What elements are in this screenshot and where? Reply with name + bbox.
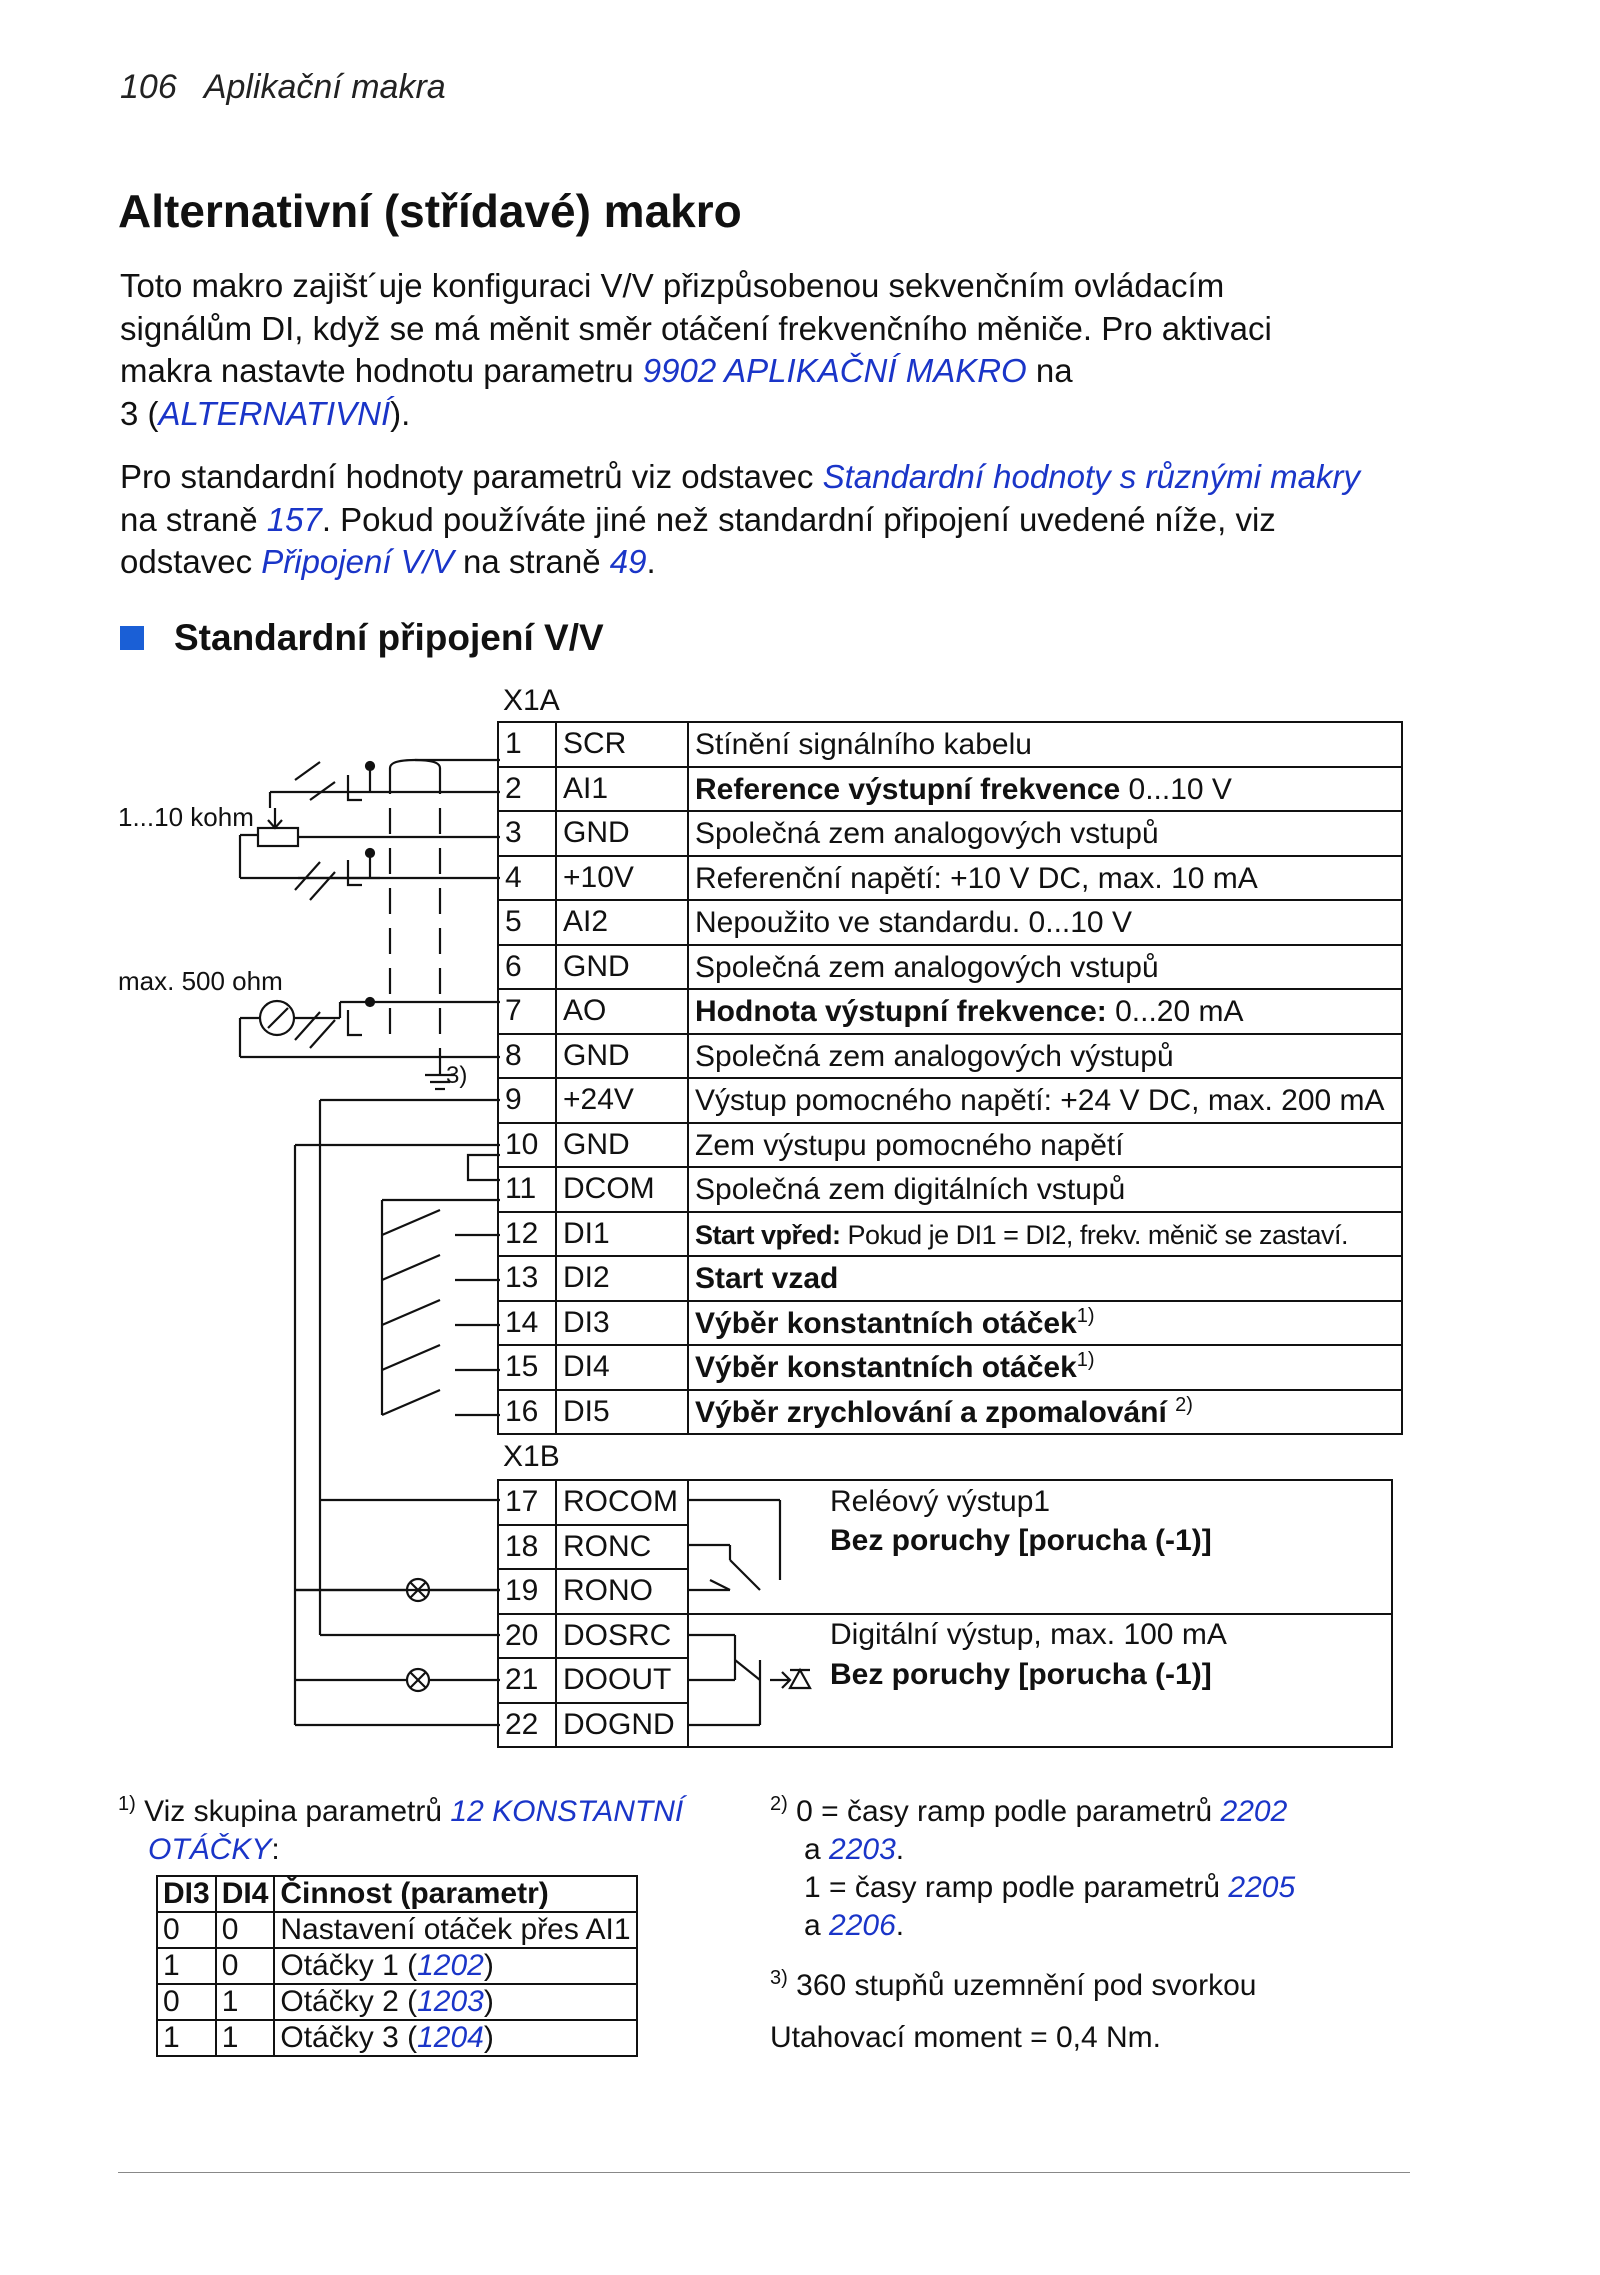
description-text: Nepoužito ve standardu. 0...10 V [695, 906, 1132, 940]
para-text: na straně [120, 500, 267, 538]
intro-line: Toto makro zajišt´uje konfiguraci V/V přizpůsobenou sekvenčním ovládacím [120, 267, 1225, 304]
para-text: . [646, 543, 656, 580]
description-footnote-mark: 1) [1076, 1304, 1095, 1327]
param-link[interactable]: 1202 [417, 1949, 484, 1982]
terminal-row [498, 1390, 1402, 1435]
terminal-number: 9 [498, 1078, 556, 1123]
terminal-number: 6 [498, 945, 556, 990]
description-text: Společná zem analogových výstupů [695, 1039, 1174, 1073]
default-values-link[interactable]: Standardní hodnoty s různými makry [822, 458, 1360, 495]
footer-rule [118, 2172, 1410, 2173]
potentiometer-label: 1...10 kohm [118, 802, 254, 832]
terminal-name: RONC [556, 1525, 688, 1570]
table-row [157, 2020, 637, 2056]
param-2206-link[interactable]: 2206 [829, 1909, 896, 1942]
terminal-number: 13 [498, 1256, 556, 1301]
description-text: Společná zem analogových vstupů [695, 950, 1159, 984]
terminal-name: DI5 [556, 1390, 688, 1435]
description-bold: Start vzad [695, 1262, 839, 1296]
terminal-description [688, 1167, 1402, 1212]
footnote-text: 1 = časy ramp podle parametrů [804, 1871, 1229, 1904]
table-cell: 1 [157, 2020, 216, 2056]
description-text: Zem výstupu pomocného napětí [695, 1128, 1124, 1162]
terminal-description [688, 1212, 1402, 1257]
page-number: 106 [120, 68, 177, 106]
table-cell: 1 [216, 2020, 275, 2056]
meter-label: max. 500 ohm [118, 966, 283, 996]
table-cell: 0 [216, 1912, 275, 1948]
terminal-number: 12 [498, 1212, 556, 1257]
terminal-name: +10V [556, 856, 688, 901]
table-row [157, 1984, 637, 2020]
terminal-number: 18 [498, 1525, 556, 1570]
footnote-text: . [895, 1909, 905, 1942]
terminal-description [688, 811, 1402, 856]
footnote-2 [770, 1785, 1410, 2057]
terminal-row [498, 1123, 1402, 1168]
terminal-row [498, 811, 1402, 856]
para-text: Pro standardní hodnoty parametrů viz odstavec [120, 458, 823, 495]
terminal-name: RONO [556, 1569, 688, 1614]
terminal-row [498, 989, 1402, 1034]
param-2205-link[interactable]: 2205 [1228, 1871, 1296, 1904]
terminal-number: 20 [498, 1614, 556, 1659]
param-link[interactable]: 1203 [417, 1985, 484, 2018]
terminal-row [498, 945, 1402, 990]
terminal-number: 17 [498, 1480, 556, 1525]
table-row [157, 1948, 637, 1984]
description-bold: Výběr konstantních otáček [695, 1306, 1077, 1340]
table-cell [274, 1948, 636, 1984]
page-title: Alternativní (střídavé) makro [118, 185, 742, 237]
terminal-name: DI2 [556, 1256, 688, 1301]
description-bold: Výběr zrychlování a zpomalování [695, 1395, 1176, 1429]
terminal-number: 8 [498, 1034, 556, 1079]
terminal-name: GND [556, 811, 688, 856]
constant-speed-table [156, 1875, 638, 2057]
terminal-number: 11 [498, 1167, 556, 1212]
terminal-description [688, 722, 1402, 767]
terminal-name: DI1 [556, 1212, 688, 1257]
terminal-number: 19 [498, 1569, 556, 1614]
cell-text: ) [483, 1985, 494, 2018]
digital-output-title: Digitální výstup, max. 100 mA [830, 1618, 1227, 1651]
terminal-row [498, 1212, 1402, 1257]
digital-output-cell [688, 1614, 1392, 1748]
terminal-description [688, 1390, 1402, 1435]
terminal-name: ROCOM [556, 1480, 688, 1525]
cell-text: ) [483, 2021, 494, 2054]
description-bold: Výběr konstantních otáček [695, 1351, 1077, 1385]
terminal-number: 2 [498, 767, 556, 812]
x1b-table-grid [497, 1479, 1393, 1748]
relay-output-cell [688, 1480, 1392, 1614]
terminal-name: AI1 [556, 767, 688, 812]
description-text: 0...20 mA [1106, 995, 1244, 1029]
footnote-text: 0 = časy ramp podle parametrů [787, 1795, 1221, 1828]
footnote-text: . [895, 1833, 905, 1866]
footnote-mark: 2) [770, 1793, 788, 1815]
terminal-row [498, 1480, 1392, 1525]
table-header: DI3 [157, 1876, 216, 1912]
terminal-number: 15 [498, 1345, 556, 1390]
terminal-row [498, 1078, 1402, 1123]
terminal-name: DI4 [556, 1345, 688, 1390]
terminal-name: GND [556, 1034, 688, 1079]
footnote-mark: 3) [770, 1967, 788, 1989]
relay-output-fault: Bez poruchy [porucha (-1)] [830, 1524, 1212, 1557]
terminal-number: 7 [498, 989, 556, 1034]
terminal-description [688, 989, 1402, 1034]
terminal-row [498, 1345, 1402, 1390]
description-footnote-mark: 1) [1076, 1349, 1095, 1372]
terminal-row [498, 722, 1402, 767]
footnote-mark: 1) [118, 1793, 136, 1815]
terminal-name: SCR [556, 722, 688, 767]
x1b-terminal-table [497, 1479, 1393, 1748]
param-9902-link[interactable]: 9902 APLIKAČNÍ MAKRO [642, 352, 1027, 389]
table-cell: 0 [157, 1984, 216, 2020]
terminal-number: 5 [498, 900, 556, 945]
constant-speed-group-link[interactable]: 12 KONSTANTNÍ [450, 1795, 684, 1828]
description-bold: Start vpřed: [695, 1219, 841, 1250]
intro-text: 3 ( [120, 394, 159, 432]
terminal-description [688, 1123, 1402, 1168]
table-row [157, 1912, 637, 1948]
table-cell [274, 1912, 636, 1948]
terminal-name: +24V [556, 1078, 688, 1123]
terminal-name: GND [556, 1123, 688, 1168]
torque-note: Utahovací moment = 0,4 Nm. [770, 2021, 1161, 2054]
terminal-row [498, 856, 1402, 901]
cell-text: Otáčky 3 ( [280, 2021, 418, 2054]
terminal-name: DOSRC [556, 1614, 688, 1659]
table-cell: 0 [216, 1948, 275, 1984]
para-text: na straně [453, 543, 610, 580]
terminal-description [688, 1078, 1402, 1123]
terminal-number: 1 [498, 722, 556, 767]
terminal-name: AI2 [556, 900, 688, 945]
description-bold: Hodnota výstupní frekvence: [695, 995, 1107, 1029]
footnote-3 [770, 1959, 1410, 2005]
table-header: Činnost (parametr) [274, 1876, 636, 1912]
terminal-row [498, 900, 1402, 945]
digital-output-fault: Bez poruchy [porucha (-1)] [830, 1658, 1212, 1691]
footnote-text: a [804, 1909, 830, 1942]
terminal-number: 22 [498, 1703, 556, 1748]
description-text: Společná zem analogových vstupů [695, 817, 1159, 851]
para-text: . Pokud používáte jiné než standardní připojení uvedené níže, viz [321, 500, 1276, 538]
param-link[interactable]: 1204 [417, 2021, 484, 2054]
terminal-row [498, 1614, 1392, 1659]
terminal-description [688, 767, 1402, 812]
terminal-name: AO [556, 989, 688, 1034]
terminal-description [688, 900, 1402, 945]
footnote-text: 360 stupňů uzemnění pod svorkou [787, 1969, 1257, 2002]
terminal-number: 14 [498, 1301, 556, 1346]
intro-line: signálům DI, když se má měnit směr otáčení frekvenčního měniče. Pro aktivaci [120, 309, 1272, 347]
terminal-row [498, 1167, 1402, 1212]
cell-text: Otáčky 1 ( [280, 1949, 418, 1982]
para-text: odstavec [120, 543, 262, 580]
x1b-label: X1B [503, 1440, 560, 1473]
description-text: Referenční napětí: +10 V DC, max. 10 mA [695, 861, 1258, 895]
terminal-name: GND [556, 945, 688, 990]
terminal-description [688, 945, 1402, 990]
terminal-name: DI3 [556, 1301, 688, 1346]
terminal-description [688, 856, 1402, 901]
description-text: Výstup pomocného napětí: +24 V DC, max. 200 mA [695, 1084, 1385, 1118]
terminal-description [688, 1301, 1402, 1346]
table-header: DI4 [216, 1876, 275, 1912]
description-text: Pokud je DI1 = DI2, frekv. měnič se zastaví. [840, 1219, 1349, 1250]
section-title: Aplikační makra [203, 68, 446, 106]
terminal-number: 16 [498, 1390, 556, 1435]
description-text: Společná zem digitálních vstupů [695, 1173, 1126, 1207]
description-text: 0...10 V [1120, 772, 1232, 806]
table-header-row [157, 1876, 637, 1912]
table-cell: 0 [157, 1912, 216, 1948]
terminal-row [498, 767, 1402, 812]
alternativni-link[interactable]: ALTERNATIVNÍ [158, 394, 391, 432]
cell-text: ) [483, 1949, 494, 1982]
terminal-name: DCOM [556, 1167, 688, 1212]
param-2203-link[interactable]: 2203 [829, 1833, 896, 1866]
intro-text: ). [390, 394, 411, 432]
terminal-number: 21 [498, 1658, 556, 1703]
x1a-label: X1A [503, 684, 560, 717]
terminal-row [498, 1256, 1402, 1301]
table-cell [274, 2020, 636, 2056]
x1a-table-grid [497, 721, 1403, 1435]
table-cell [274, 1984, 636, 2020]
terminal-description [688, 1256, 1402, 1301]
footnote-text: : [271, 1833, 280, 1866]
description-text: Stínění signálního kabelu [695, 728, 1032, 762]
terminal-number: 4 [498, 856, 556, 901]
terminal-description [688, 1034, 1402, 1079]
constant-speed-group-link-cont[interactable]: OTÁČKY [148, 1833, 272, 1866]
terminal-name: DOGND [556, 1703, 688, 1748]
footnote-1 [118, 1785, 718, 2057]
terminal-row [498, 1301, 1402, 1346]
description-footnote-mark: 2) [1175, 1393, 1193, 1416]
terminal-number: 10 [498, 1123, 556, 1168]
intro-text: na [1026, 352, 1073, 389]
page-49-link[interactable]: 49 [609, 543, 647, 580]
description-bold: Reference výstupní frekvence [695, 772, 1121, 806]
terminal-row [498, 1034, 1402, 1079]
table-cell: 1 [216, 1984, 275, 2020]
cell-text: Otáčky 2 ( [280, 1985, 418, 2018]
x1a-terminal-table [497, 721, 1403, 1435]
footnote-text: a [804, 1833, 830, 1866]
terminal-description [688, 1345, 1402, 1390]
terminal-name: DOOUT [556, 1658, 688, 1703]
io-connection-link[interactable]: Připojení V/V [261, 543, 454, 580]
intro-line: makra nastavte hodnotu parametru [120, 352, 643, 389]
ground-footnote-mark: 3) [446, 1062, 468, 1089]
param-2202-link[interactable]: 2202 [1220, 1795, 1288, 1828]
subsection-title: Standardní připojení V/V [174, 617, 604, 658]
page-157-link[interactable]: 157 [266, 500, 322, 538]
table-cell: 1 [157, 1948, 216, 1984]
footnote-text: Viz skupina parametrů [135, 1795, 451, 1828]
terminal-number: 3 [498, 811, 556, 856]
cell-text: Nastavení otáček přes AI1 [280, 1913, 631, 1946]
relay-output-title: Reléový výstup1 [830, 1485, 1051, 1518]
